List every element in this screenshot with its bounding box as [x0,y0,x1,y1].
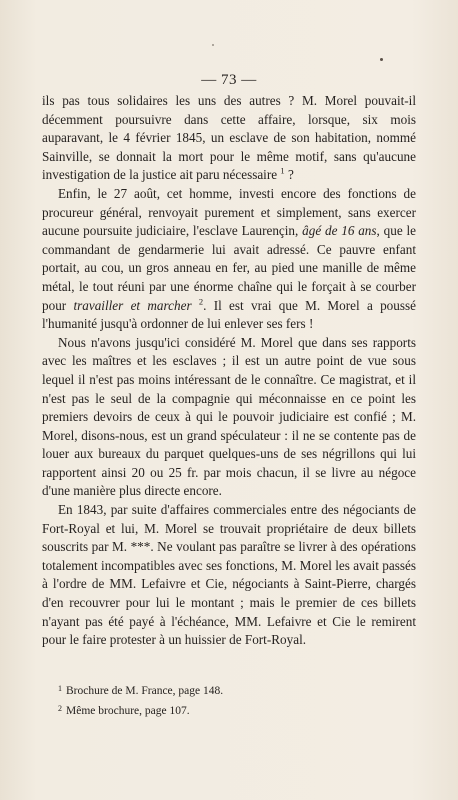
paragraph-p2 [42,185,416,334]
text-segment: . Il est vrai que M. Morel a poussé l'humanité jusqu'à ordonner de lui enlever ses fers ! [42,297,416,332]
footnote [58,700,418,720]
paragraph-p3 [42,334,416,501]
footnote-mark: 2 [58,704,62,713]
footnote-mark: 1 [58,684,62,693]
text-segment: ? [284,167,294,183]
page-number: — 73 — [201,72,257,88]
paragraph-p4 [42,501,416,650]
footnote-reference: 1 [280,165,285,176]
footnotes [58,680,418,720]
text-segment: , que le commandant de gendarmerie lui avait adressé. Ce pauvre enfant portait, au cou, un gros anneau en fer, au pied une manille de même métal, le tout réuni par une énorme chaîne qui le forçait à se courber pour [42,223,416,313]
text-segment [192,298,199,313]
emphasis-text: travailler et marcher [73,297,192,313]
text-segment: En 1843, par suite d'affaires commerciales entre des négociants de Fort-Royal et lui, M. Morel se trouvait propriétaire de deux billets souscrits par M. ***. Ne voulant pas paraître se livrer à des opérations totalement incompatibles avec ses fonctions, M. Morel les avait passés à l'ordre de MM. Lefaivre et Cie, négociants à Saint-Pierre, chargés d'en recouvrer pour lui le montant ; mais le premier de ces billets n'ayant pas été payé à l'échéance, MM. Lefaivre et Cie le remirent pour le faire protester à un huissier de Fort-Royal. [42,502,416,648]
footnote-text: Même brochure, page 107. [66,705,190,717]
text-segment: ils pas tous solidaires les uns des autres ? M. Morel pouvait-il décemment poursuivre dans cette affaire, lorsque, six mois auparavant, le 4 février 1845, un esclave de son habitation, nommé Sainville, se donnait la mort pour le même motif, sans qu'aucune investigation de la justice ait paru nécessaire [42,93,416,183]
paragraph-p1 [42,92,416,185]
paper-speck [212,44,214,46]
footnote-reference: 2 [198,296,204,307]
footnote [58,680,418,700]
paper-speck [380,58,383,61]
emphasis-text: âgé de 16 ans [302,223,377,239]
text-segment: Enfin, le 27 août, cet homme, investi encore des fonctions de procureur général, renvoyait purement et simplement, sans exercer aucune poursuite judiciaire, l'esclave Laurençin, [42,185,416,239]
text-segment: Nous n'avons jusqu'ici considéré M. Morel que dans ses rapports avec les maîtres et les esclaves ; il est un autre point de vue sous lequel il n'est pas moins intéressant de le connaître. Ce magistrat, et il n'est pas le seul de la compagnie qui méconnaisse en ce point les premiers devoirs de ceux à qui le pouvoir judiciaire est confié ; M. Morel, disons-nous, est un grand spéculateur : il ne se contente pas de louer aux bureaux du parquet quelques-uns de ses négrillons qui lui rapportent ainsi 20 ou 25 fr. par mois chacun, il se livre au négoce d'une manière plus directe encore. [42,334,416,499]
footnote-text: Brochure de M. France, page 148. [66,685,224,697]
body-text [42,92,416,650]
